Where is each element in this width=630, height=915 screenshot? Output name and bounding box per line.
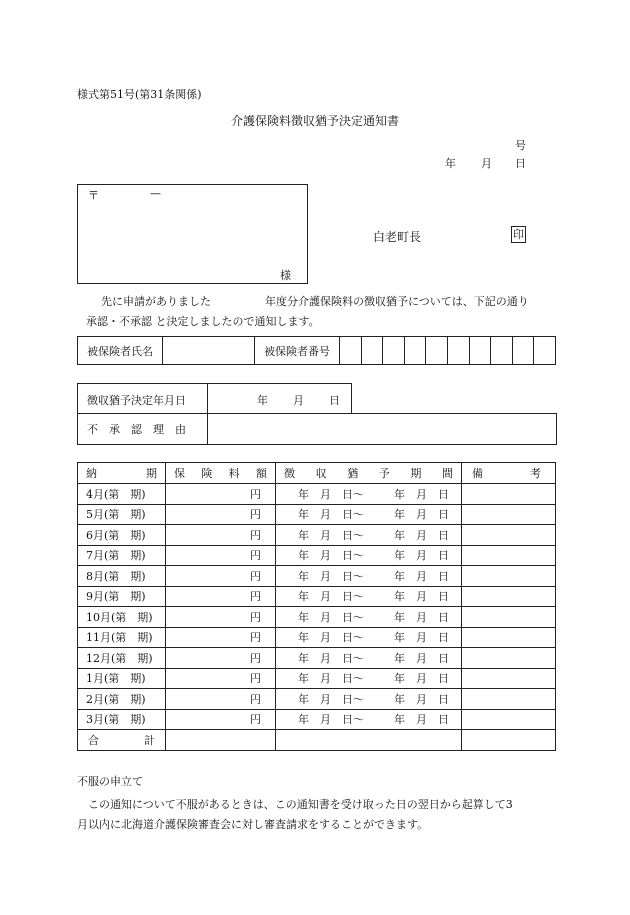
deferral-from: 年 月 日〜 <box>298 672 364 686</box>
deferral-period-cell[interactable] <box>276 525 462 546</box>
total-period-cell <box>276 730 462 751</box>
seal-mark <box>511 226 526 243</box>
insured-number-digit[interactable] <box>340 337 362 365</box>
notice-text-decision: 承認・不承認 と決定しましたので通知します。 <box>86 315 320 328</box>
remarks-cell[interactable] <box>462 689 556 710</box>
schedule-row <box>78 525 556 546</box>
deferral-from: 年 月 日〜 <box>298 610 364 624</box>
deferral-to: 年 月 日 <box>394 569 449 583</box>
period-label: 10月(第 期) <box>86 610 153 624</box>
issue-year-label: 年 <box>445 157 456 170</box>
deferral-to: 年 月 日 <box>394 610 449 624</box>
schedule-row <box>78 545 556 566</box>
period-label: 4月(第 期) <box>86 487 146 501</box>
decision-date-label: 徴収猶予決定年月日 <box>87 394 186 407</box>
period-cell <box>78 689 166 710</box>
issuer-name: 白老町長 <box>373 230 422 244</box>
schedule-row <box>78 607 556 628</box>
deferral-period-cell[interactable] <box>276 484 462 505</box>
deferral-to: 年 月 日 <box>394 713 449 727</box>
deferral-period-cell[interactable] <box>276 566 462 587</box>
period-cell <box>78 709 166 730</box>
deferral-period-cell[interactable] <box>276 668 462 689</box>
period-cell <box>78 607 166 628</box>
yen-unit: 円 <box>250 590 261 604</box>
insured-number-digit[interactable] <box>469 337 491 365</box>
honorific-sama: 様 <box>280 269 291 282</box>
schedule-row <box>78 689 556 710</box>
postal-mark: 〒 <box>88 189 99 202</box>
issue-day-label: 日 <box>515 157 526 170</box>
period-cell <box>78 668 166 689</box>
postal-dash: — <box>150 187 161 200</box>
period-cell <box>78 627 166 648</box>
decision-year-label: 年 <box>257 394 268 407</box>
deferral-from: 年 月 日〜 <box>298 651 364 665</box>
period-cell <box>78 648 166 669</box>
issue-month-label: 月 <box>481 157 492 170</box>
remarks-cell[interactable] <box>462 627 556 648</box>
premium-amount-cell[interactable] <box>166 545 276 566</box>
insured-number-digit[interactable] <box>404 337 426 365</box>
yen-unit: 円 <box>250 549 261 563</box>
page-title: 介護保険料徴収猶予決定通知書 <box>230 114 399 128</box>
yen-unit: 円 <box>250 672 261 686</box>
insured-number-digit[interactable] <box>534 337 556 365</box>
period-label: 12月(第 期) <box>86 651 153 665</box>
deferral-period-cell[interactable] <box>276 689 462 710</box>
period-cell <box>78 566 166 587</box>
insured-number-digit[interactable] <box>426 337 448 365</box>
total-remarks-cell[interactable] <box>462 730 556 751</box>
insured-number-digit[interactable] <box>383 337 405 365</box>
deferral-to: 年 月 日 <box>394 692 449 706</box>
deferral-from: 年 月 日〜 <box>298 508 364 522</box>
premium-amount-cell[interactable] <box>166 689 276 710</box>
appeal-text-line1: この通知について不服があるときは、この通知書を受け取った日の翌日から起算して3 <box>88 798 513 811</box>
premium-amount-cell[interactable] <box>166 566 276 587</box>
notice-text-cont: 年度分介護保険料の徴収猶予については、下記の通り <box>265 295 529 308</box>
schedule-row <box>78 648 556 669</box>
deferral-to: 年 月 日 <box>394 528 449 542</box>
insured-number-digit[interactable] <box>491 337 513 365</box>
period-cell <box>78 504 166 525</box>
yen-unit: 円 <box>250 631 261 645</box>
yen-unit: 円 <box>250 569 261 583</box>
total-amount-cell[interactable] <box>166 730 276 751</box>
schedule-row <box>78 484 556 505</box>
address-box[interactable] <box>77 184 308 284</box>
period-label: 2月(第 期) <box>86 692 146 706</box>
deferral-from: 年 月 日〜 <box>298 569 364 583</box>
appeal-heading: 不服の申立て <box>77 775 143 788</box>
premium-amount-cell[interactable] <box>166 668 276 689</box>
period-label: 5月(第 期) <box>86 508 146 522</box>
deferral-to: 年 月 日 <box>394 549 449 563</box>
total-label: 合 計 <box>78 730 166 751</box>
period-cell <box>78 525 166 546</box>
header-nouki: 納 期 <box>78 463 166 484</box>
period-label: 9月(第 期) <box>86 590 146 604</box>
deferral-to: 年 月 日 <box>394 508 449 522</box>
deferral-period-cell[interactable] <box>276 627 462 648</box>
premium-amount-cell[interactable] <box>166 648 276 669</box>
deferral-from: 年 月 日〜 <box>298 487 364 501</box>
header-remarks: 備 考 <box>462 463 556 484</box>
reason-label: 不 承 認 理 由 <box>87 423 186 436</box>
deferral-to: 年 月 日 <box>394 651 449 665</box>
period-label: 11月(第 期) <box>86 631 153 645</box>
deferral-from: 年 月 日〜 <box>298 528 364 542</box>
issue-number-label: 号 <box>515 139 526 152</box>
premium-amount-cell[interactable] <box>166 709 276 730</box>
premium-amount-cell[interactable] <box>166 607 276 628</box>
insured-number-digit[interactable] <box>447 337 469 365</box>
deferral-period-cell[interactable] <box>276 648 462 669</box>
reason-input[interactable] <box>208 414 555 443</box>
yen-unit: 円 <box>250 692 261 706</box>
yen-unit: 円 <box>250 651 261 665</box>
yen-unit: 円 <box>250 713 261 727</box>
period-label: 1月(第 期) <box>86 672 146 686</box>
premium-amount-cell[interactable] <box>166 525 276 546</box>
seal-text: 印 <box>513 228 524 241</box>
deferral-from: 年 月 日〜 <box>298 713 364 727</box>
premium-amount-cell[interactable] <box>166 627 276 648</box>
yen-unit: 円 <box>250 528 261 542</box>
premium-amount-cell[interactable] <box>166 484 276 505</box>
form-number: 様式第51号(第31条関係) <box>77 88 202 101</box>
schedule-row <box>78 586 556 607</box>
schedule-row <box>78 504 556 525</box>
period-cell <box>78 586 166 607</box>
deferral-from: 年 月 日〜 <box>298 692 364 706</box>
schedule-table <box>77 462 556 751</box>
insured-number-label: 被保険者番号 <box>255 337 340 365</box>
schedule-row <box>78 566 556 587</box>
header-premium: 保 険 料 額 <box>166 463 276 484</box>
yen-unit: 円 <box>250 610 261 624</box>
remarks-cell[interactable] <box>462 566 556 587</box>
insured-number-digit[interactable] <box>512 337 534 365</box>
appeal-text-line2: 月以内に北海道介護保険審査会に対し審査請求をすることができます。 <box>77 818 429 831</box>
insured-number-digit[interactable] <box>361 337 383 365</box>
period-label: 8月(第 期) <box>86 569 146 583</box>
remarks-cell[interactable] <box>462 484 556 505</box>
remarks-cell[interactable] <box>462 525 556 546</box>
deferral-to: 年 月 日 <box>394 631 449 645</box>
schedule-row <box>78 627 556 648</box>
deferral-period-cell[interactable] <box>276 545 462 566</box>
deferral-period-cell[interactable] <box>276 504 462 525</box>
period-label: 6月(第 期) <box>86 528 146 542</box>
deferral-to: 年 月 日 <box>394 590 449 604</box>
premium-amount-cell[interactable] <box>166 586 276 607</box>
deferral-period-cell[interactable] <box>276 607 462 628</box>
yen-unit: 円 <box>250 508 261 522</box>
decision-month-label: 月 <box>293 394 304 407</box>
insured-name-label: 被保険者氏名 <box>78 337 163 365</box>
period-label: 7月(第 期) <box>86 549 146 563</box>
deferral-from: 年 月 日〜 <box>298 631 364 645</box>
period-label: 3月(第 期) <box>86 713 146 727</box>
remarks-cell[interactable] <box>462 586 556 607</box>
deferral-period-cell[interactable] <box>276 586 462 607</box>
remarks-cell[interactable] <box>462 668 556 689</box>
decision-day-label: 日 <box>329 394 340 407</box>
schedule-row <box>78 668 556 689</box>
header-deferral-period: 徴 収 猶 予 期 間 <box>276 463 462 484</box>
remarks-cell[interactable] <box>462 709 556 730</box>
insured-name-input[interactable] <box>163 337 255 365</box>
remarks-cell[interactable] <box>462 607 556 628</box>
deferral-from: 年 月 日〜 <box>298 549 364 563</box>
insured-table <box>77 336 556 365</box>
period-cell <box>78 545 166 566</box>
remarks-cell[interactable] <box>462 648 556 669</box>
deferral-to: 年 月 日 <box>394 672 449 686</box>
deferral-period-cell[interactable] <box>276 709 462 730</box>
schedule-row <box>78 709 556 730</box>
premium-amount-cell[interactable] <box>166 504 276 525</box>
deferral-from: 年 月 日〜 <box>298 590 364 604</box>
remarks-cell[interactable] <box>462 545 556 566</box>
yen-unit: 円 <box>250 487 261 501</box>
deferral-to: 年 月 日 <box>394 487 449 501</box>
notice-text-start: 先に申請がありました <box>101 295 211 308</box>
remarks-cell[interactable] <box>462 504 556 525</box>
period-cell <box>78 484 166 505</box>
